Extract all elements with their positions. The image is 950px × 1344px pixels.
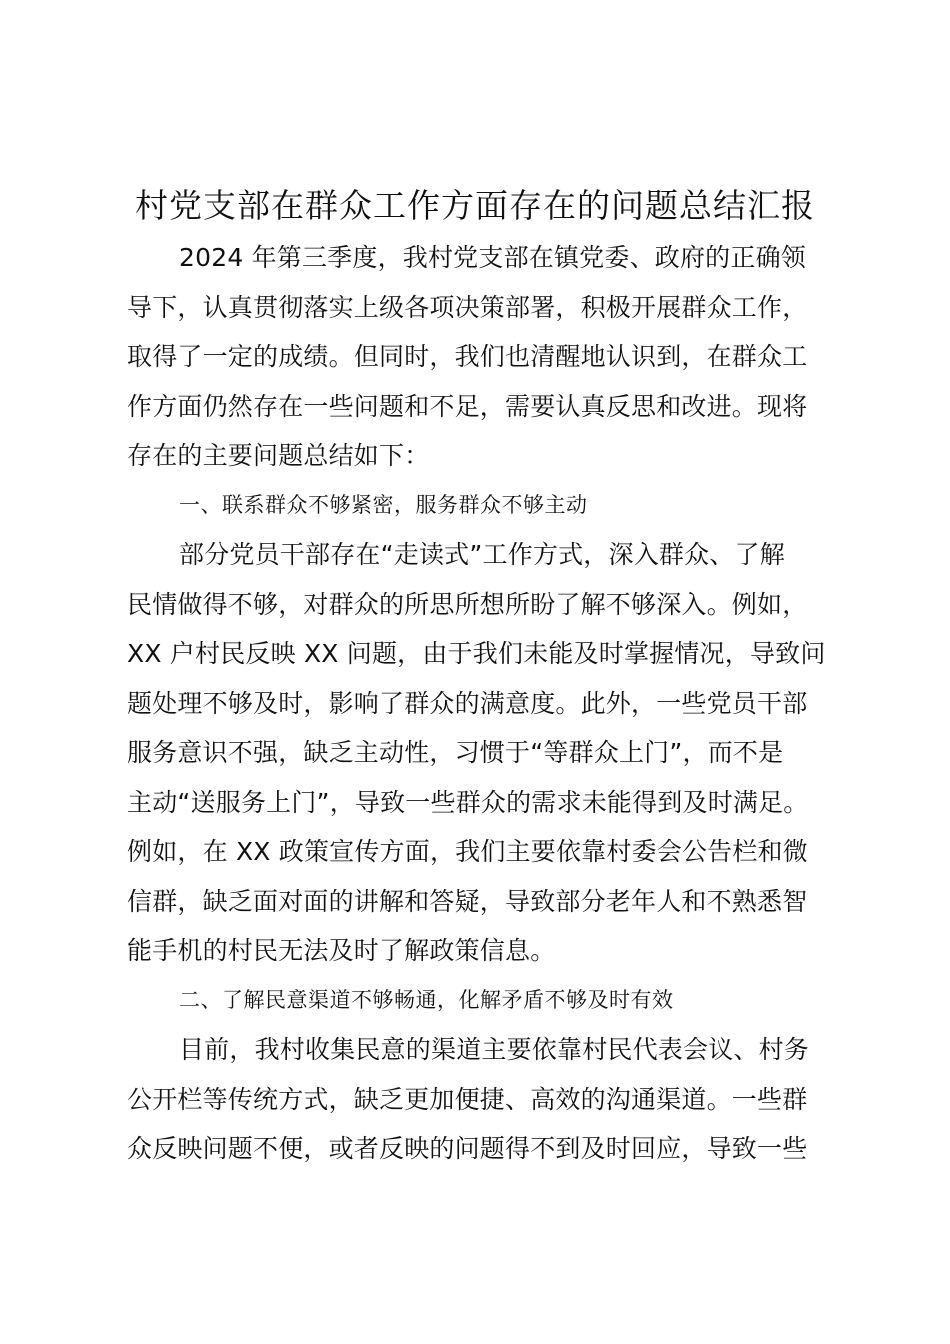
paragraph-line: 公开栏等传统方式，缺乏更加便捷、高效的沟通渠道。一些群	[127, 1084, 808, 1114]
document-title: 村党支部在群众工作方面存在的问题总结汇报	[135, 186, 815, 225]
paragraph-line: 存在的主要问题总结如下：	[127, 441, 430, 470]
paragraph-line: 部分党员干部存在“走读式”工作方式，深入群众、了解	[179, 540, 785, 569]
paragraph-line: 例如，在 XX 政策宣传方面，我们主要依靠村委会公告栏和微	[127, 837, 808, 866]
paragraph-line: 目前，我村收集民意的渠道主要依靠村民代表会议、村务	[179, 1035, 810, 1064]
paragraph-line: 主动“送服务上门”，导致一些群众的需求未能得到及时满足。	[127, 787, 809, 817]
paragraph-line: 能手机的村民无法及时了解政策信息。	[127, 936, 556, 965]
paragraph-line: 作方面仍然存在一些问题和不足，需要认真反思和改进。现将	[127, 391, 808, 421]
section-heading: 二、了解民意渠道不够畅通，化解矛盾不够及时有效	[179, 987, 674, 1012]
document-body	[127, 233, 837, 1174]
paragraph-line: 民情做得不够，对群众的所思所想所盼了解不够深入。例如，	[127, 589, 808, 619]
paragraph-line: 导下，认真贯彻落实上级各项决策部署，积极开展群众工作，	[127, 292, 808, 322]
paragraph-line: 题处理不够及时，影响了群众的满意度。此外，一些党员干部	[127, 688, 808, 718]
section-heading: 一、联系群众不够紧密，服务群众不够主动	[179, 492, 588, 517]
paragraph-line: XX 户村民反映 XX 问题，由于我们未能及时掌握情况，导致问	[127, 639, 826, 668]
paragraph-line: 众反映问题不便，或者反映的问题得不到及时回应，导致一些	[127, 1134, 808, 1163]
paragraph-line: 信群，缺乏面对面的讲解和答疑，导致部分老年人和不熟悉智	[127, 886, 808, 916]
paragraph-line: 2024 年第三季度，我村党支部在镇党委、政府的正确领	[179, 243, 806, 272]
paragraph-line: 取得了一定的成绩。但同时，我们也清醒地认识到，在群众工	[127, 342, 808, 371]
paragraph-line: 服务意识不强，缺乏主动性，习惯于“等群众上门”，而不是	[127, 738, 784, 767]
